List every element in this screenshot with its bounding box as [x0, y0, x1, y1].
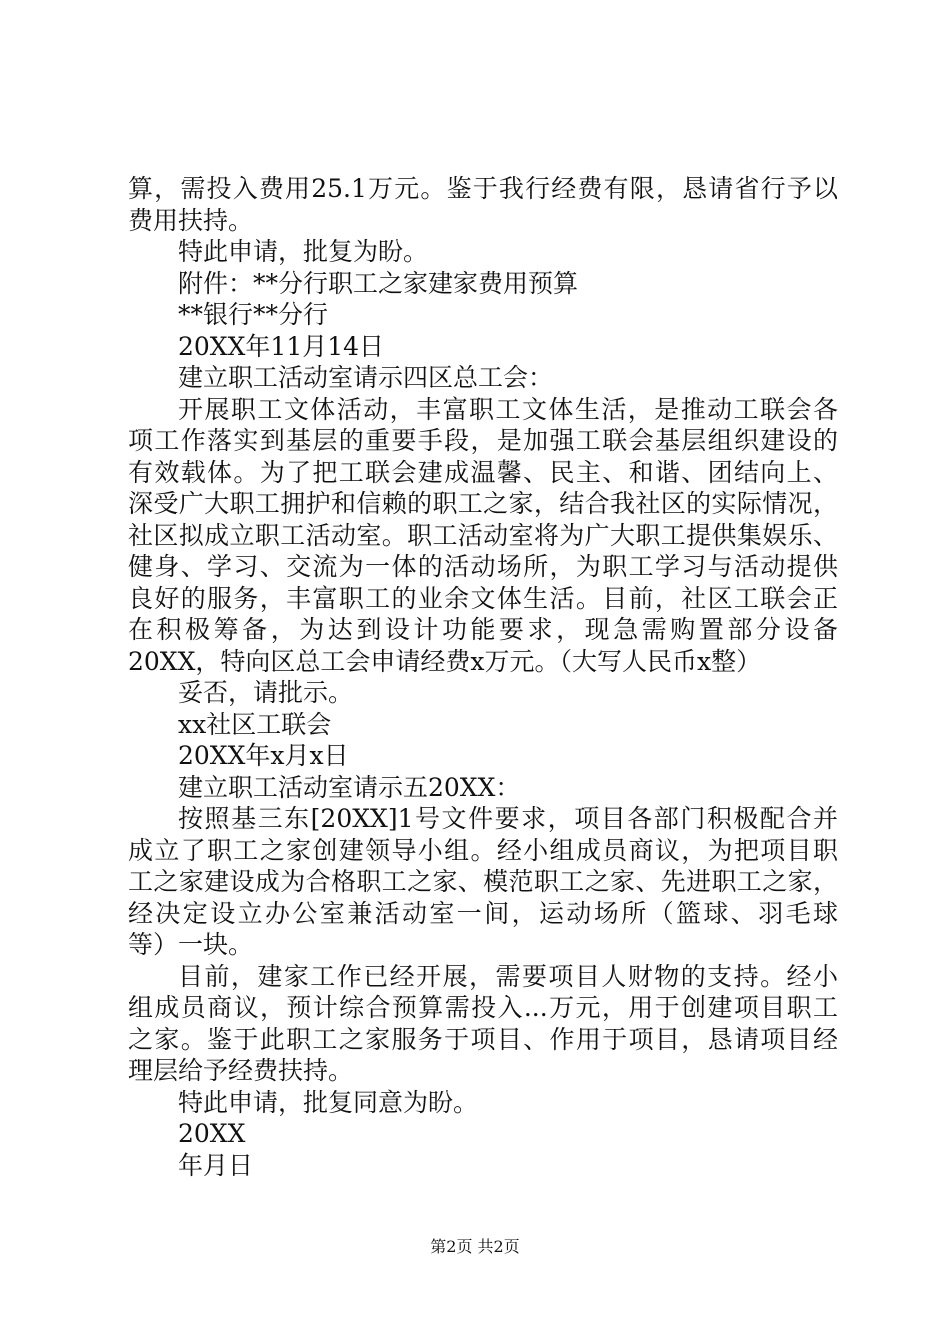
text-line: 理层给予经费扶持。: [128, 1056, 354, 1085]
date-line: 20XX年x月x日: [178, 741, 349, 770]
text-line: 组成员商议，预计综合预算需投入...万元，用于创建项目职工: [128, 993, 838, 1022]
text-line: 费用扶持。: [128, 205, 254, 235]
text-line: **银行**分行: [178, 300, 329, 329]
document-body: [128, 173, 838, 1181]
date-line: 20XX年11月14日: [178, 331, 385, 361]
text-line: 经决定设立办公室兼活动室一间，运动场所（篮球、羽毛球: [128, 898, 838, 928]
text-line: 在积极筹备，为达到设计功能要求，现急需购置部分设备: [128, 615, 838, 644]
text-line: 等）一块。: [128, 930, 254, 959]
text-line: 算，需投入费用25.1万元。鉴于我行经费有限，恳请省行予以: [128, 174, 838, 203]
text-line: 特此申请，批复为盼。: [178, 237, 429, 266]
date-line: 年月日: [178, 1150, 254, 1180]
text-line: 工之家建设成为合格职工之家、模范职工之家、先进职工之家，: [128, 867, 838, 896]
text-line: 深受广大职工拥护和信赖的职工之家，结合我社区的实际情况，: [128, 489, 838, 518]
section-heading: 建立职工活动室请示四区总工会：: [178, 363, 554, 392]
text-line: 成立了职工之家创建领导小组。经小组成员商议，为把项目职: [128, 835, 838, 865]
text-line: 20XX: [178, 1119, 246, 1148]
text-line: 社区拟成立职工活动室。职工活动室将为广大职工提供集娱乐、: [128, 520, 838, 550]
text-line: 项工作落实到基层的重要手段，是加强工联会基层组织建设的: [128, 426, 838, 455]
text-line: 良好的服务，丰富职工的业余文体生活。目前，社区工联会正: [128, 583, 838, 613]
text-line: 妥否，请批示。: [178, 678, 354, 707]
text-line: 健身、学习、交流为一体的活动场所，为职工学习与活动提供: [128, 552, 838, 581]
section-heading: 建立职工活动室请示五20XX：: [178, 772, 521, 802]
text-line: 有效载体。为了把工联会建成温馨、民主、和谐、团结向上、: [128, 457, 838, 487]
text-line: 之家。鉴于此职工之家服务于项目、作用于项目，恳请项目经: [128, 1024, 838, 1054]
text-line: xx社区工联会: [178, 709, 332, 739]
text-line: 附件：**分行职工之家建家费用预算: [178, 268, 579, 298]
text-line: 20XX，特向区总工会申请经费x万元。（大写人民币x整）: [128, 646, 762, 676]
text-line: 开展职工文体活动，丰富职工文体生活，是推动工联会各: [178, 394, 838, 424]
text-line: 特此申请，批复同意为盼。: [178, 1087, 479, 1117]
page-footer: 第2页 共2页: [430, 1237, 520, 1256]
text-line: 目前，建家工作已经开展，需要项目人财物的支持。经小: [178, 961, 838, 991]
text-line: 按照基三东[20XX]1号文件要求，项目各部门积极配合并: [178, 804, 838, 833]
